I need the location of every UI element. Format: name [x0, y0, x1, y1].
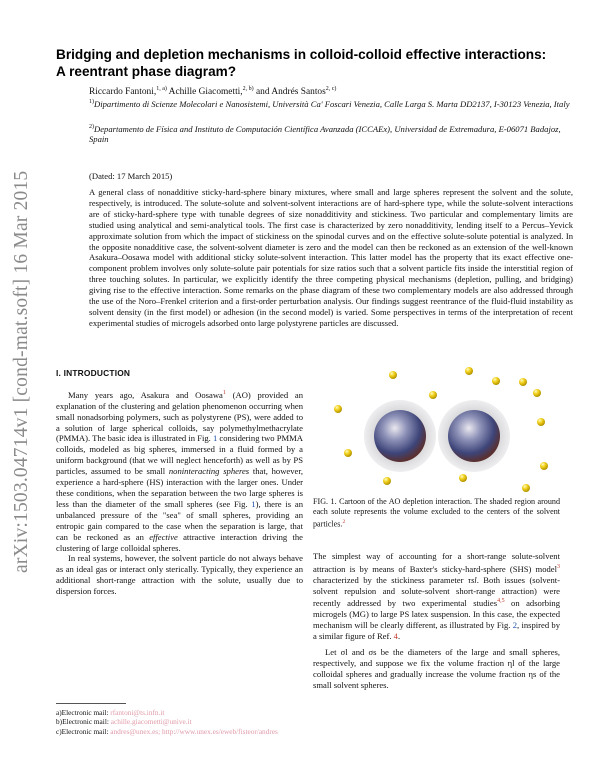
text-run: .	[397, 631, 401, 642]
text-run: , inspired by a similar figure of Ref.	[313, 620, 560, 642]
footnote-label: c)Electronic mail:	[56, 726, 111, 736]
solvent-particle	[465, 367, 473, 375]
math-symbol: τsl	[467, 574, 477, 585]
author-list	[89, 84, 569, 98]
author-giacometti-affil: 2, b)	[242, 86, 254, 92]
citation-link[interactable]: 4	[393, 631, 398, 642]
affiliation-2	[89, 122, 579, 145]
right-paragraph-2: Let σl and σs be the diameters of the large and small spheres, respectively, and suppose we fix the volume fraction ηl of the large colloidal spheres and gradually increase the volume fraction ηs of the small solvent spheres.	[313, 646, 560, 690]
emphasis-text: noninteracting spheres	[168, 466, 250, 477]
abstract: A general class of nonadditive sticky-hard-sphere binary mixtures, where small and large spheres represent the solvent and the solute, respectively, is introduced. The solute-solute and solvent-solvent interactions are of hard-sphere type, while the solute-solvent interactions are of sticky-hard-sphere type with tunable degrees of size nonadditivity and stickiness. Two particular and complementary limits are studied using analytical and semi-analytical tools. The first case is characterized by zero nonadditivity, lending itself to a Percus–Yevick approximate solution from which the impact of stickiness on the spinodal curves and on the effective solute-solute potential is analyzed. In the opposite nonadditive case, the solvent-solvent diameter is zero and the model can then be reckoned as an extension of the well-known Asakura–Oosawa model with additional sticky solute-solvent interaction. This latter model has the property that its exact effective one-component problem involves only solute-solute pair potentials for size ratios such that a solvent particle fits inside the interstitial region of three touching solutes. In particular, we explicitly identify the three competing physical mechanisms (depletion, pulling, and bridging) giving rise to the effective interaction. Some remarks on the phase diagram of these two complementary models are also addressed through the use of the Noro–Frenkel criterion and a first-order perturbation analysis. Our findings suggest reentrance of the fluid-fluid instability as solvent density (in the first model) or adhesion (in the second model) is varied. Some perspectives in terms of the interpretation of recent experimental studies of microgels adsorbed onto large polystyrene particles are discussed.	[89, 187, 573, 328]
citation-link[interactable]: 1	[222, 390, 226, 396]
footnote-c	[56, 727, 303, 736]
solvent-particle	[383, 477, 391, 485]
solvent-particle	[533, 389, 541, 397]
text-run: ), there is an unbalanced pressure of the "sea" of small spheres, providing an entropic gain compared to the case when the separation is large, that can be reckoned as an	[56, 498, 303, 542]
figure-link[interactable]: 2	[512, 620, 518, 631]
footnote-label: a)Electronic mail:	[56, 708, 111, 717]
solvent-particle	[389, 371, 397, 379]
figure-link[interactable]: 1	[251, 498, 256, 509]
email-link-santos[interactable]: andres@unex.es;	[110, 726, 161, 736]
emphasis-text: effective	[149, 531, 178, 542]
text-run: considering two PMMA colloids, modeled as big spheres, immersed in a fluid formed by a uniform background (that we will neglect henceforth) as well as by PS particles, assumed to be small	[56, 433, 303, 477]
text-run: on adsorbing microgels (MG) to large PS latex suspension. In this case, the expected mechanism will be clearly different, as illustrated by Fig.	[313, 598, 560, 631]
footnote-label: b)Electronic mail:	[56, 717, 111, 727]
caption-text: FIG. 1. Cartoon of the AO depletion interaction. The shaded region around each solute represents the volume excluded to the centers of the solvent particles.	[313, 497, 560, 530]
affiliation-2-text: Departamento de Física and Instituto de Computación Científica Avanzada (ICCAEx), Universidad de Extremadura, E-06071 Badajoz, Spain	[89, 123, 561, 145]
affiliation-2-mark: 2)	[89, 124, 94, 130]
text-run: Many years ago, Asakura and Oosawa	[68, 389, 223, 400]
footnote-divider	[56, 703, 126, 704]
affiliation-1	[89, 97, 579, 109]
solvent-particle	[334, 405, 342, 413]
affiliation-1-text: Dipartimento di Scienze Molecolari e Nanosistemi, Università Ca' Foscari Venezia, Calle Larga S. Marta DD2137, I-30123 Venezia, Italy	[94, 98, 570, 109]
figure-1-cartoon	[313, 360, 560, 495]
author-santos-affil: 2, c)	[325, 86, 337, 92]
text-run: . Both issues (solvent-solvent repulsion and solute-solvent short-range attraction) were recently addressed by two experimental studies	[313, 574, 560, 609]
solvent-particle	[492, 377, 500, 385]
solvent-particle	[519, 378, 527, 386]
text-run: (AO) provided an explanation of the clustering and gelation phenomenon occurring when small nonadsorbing polymers, such as polystyrene (PS), were added to a solution of large spherical colloids, say polymethylmethacrylate (PMMA). The basic idea is illustrated in Fig.	[56, 389, 303, 444]
section-heading-introduction: I. INTRODUCTION	[56, 368, 131, 378]
homepage-link-santos[interactable]: http://www.unex.es/eweb/fisteor/andres	[162, 726, 278, 736]
solute-sphere-left	[374, 410, 426, 462]
citation-link[interactable]: 2	[342, 519, 346, 526]
citation-link[interactable]: 4,5	[497, 598, 505, 605]
solvent-particle	[537, 418, 545, 426]
footnotes	[56, 708, 303, 736]
solvent-particle	[459, 474, 467, 482]
right-column	[313, 551, 560, 691]
author-fantoni-affil: 1, a)	[156, 86, 167, 92]
email-link-giacometti[interactable]: achille.giacometti@unive.it	[110, 717, 192, 727]
left-column	[56, 388, 303, 597]
affiliation-1-mark: 1)	[89, 99, 94, 105]
dated-line: (Dated: 17 March 2015)	[89, 171, 173, 181]
right-paragraph-1	[313, 551, 560, 642]
footnote-a	[56, 708, 303, 717]
text-run: characterized by the stickiness parameter	[313, 574, 468, 585]
solvent-particle	[429, 391, 437, 399]
text-run: attractive interaction driving the clustering of large colloidal spheres.	[56, 531, 303, 553]
intro-paragraph-1	[56, 388, 303, 553]
author-santos: and Andrés Santos	[253, 87, 326, 98]
solvent-particle	[344, 449, 352, 457]
email-link-fantoni[interactable]: rfantoni@ts.infn.it	[110, 708, 165, 717]
arxiv-stamp: arXiv:1503.04714v1 [cond-mat.soft] 16 Mar 2015	[11, 170, 32, 573]
citation-link[interactable]: 3	[557, 563, 560, 570]
solute-sphere-right	[448, 410, 500, 462]
author-giacometti: Achille Giacometti,	[166, 87, 243, 98]
figure-1-caption	[313, 497, 560, 530]
text-run: that, however, experience a hard-sphere (HS) interaction with the larger ones. Under these conditions, when the separation between the two large spheres is less than the diameter of the small spheres (see Fig.	[56, 466, 304, 509]
intro-paragraph-2: In real systems, however, the solvent particle do not always behave as an ideal gas or interact only sterically. Typically, they experience an additional short-range attraction with the solute, usually due to dispersion forces.	[56, 553, 303, 597]
footnote-b	[56, 717, 303, 726]
paper-title: Bridging and depletion mechanisms in colloid-colloid effective interactions: A reentrant phase diagram?	[56, 47, 547, 79]
solvent-particle	[522, 484, 530, 492]
text-run: The simplest way of accounting for a short-range solute-solvent attraction is by means of Baxter's sticky-hard-sphere (SHS) model	[313, 551, 560, 574]
figure-link[interactable]: 1	[212, 433, 218, 444]
solvent-particle	[540, 462, 548, 470]
author-fantoni: Riccardo Fantoni,	[89, 87, 157, 98]
